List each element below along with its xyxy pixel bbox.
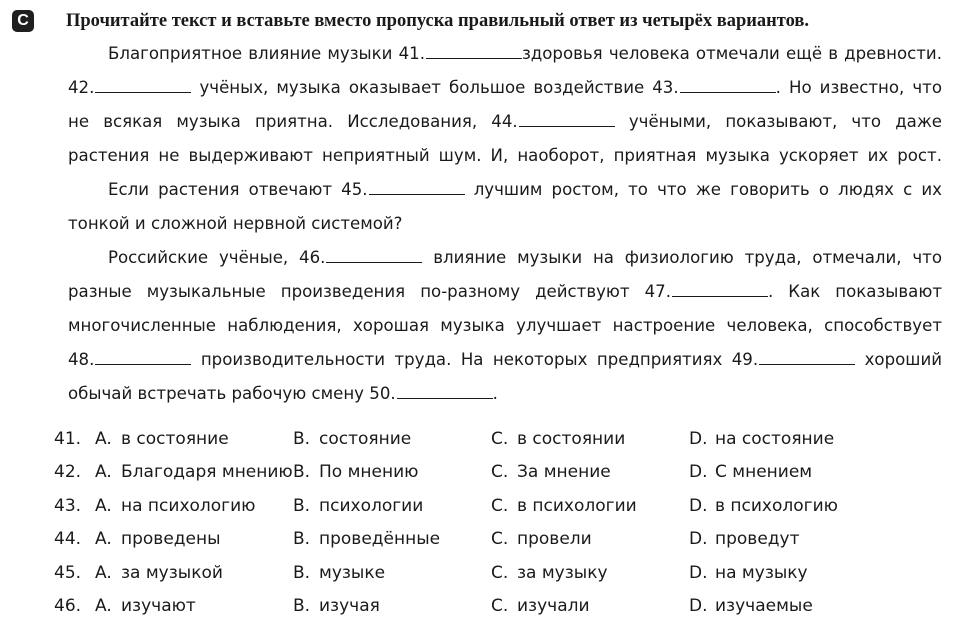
option-letter: D. (689, 529, 708, 550)
option-letter: B. (293, 495, 311, 516)
passage-text-fragment: лучшим ростом, то что же говорить о людях с их (464, 180, 942, 199)
option-letter: C. (491, 462, 509, 483)
option-letter: A. (95, 529, 112, 550)
passage-line (68, 37, 942, 71)
option-text: на состояние (715, 428, 835, 449)
answer-option (293, 462, 489, 482)
answer-option (689, 429, 889, 449)
passage-text-fragment: влияние музыки на физиологию труда, отмечали, что (422, 248, 942, 267)
passage-text-fragment: учёными, показывают, что даже (614, 112, 942, 131)
question-number: 46. (54, 596, 82, 617)
answer-blank (95, 76, 191, 93)
question-number: 44. (54, 529, 82, 550)
section-badge: C (12, 10, 34, 32)
option-letter: D. (689, 596, 708, 617)
option-letter: C. (491, 495, 509, 516)
answer-option (293, 529, 489, 549)
passage-text-fragment: обычай встречать рабочую смену 50. (68, 384, 396, 403)
question-number: 41. (54, 428, 82, 449)
answer-option (491, 596, 687, 616)
passage-line (68, 275, 942, 309)
option-letter: C. (491, 428, 509, 449)
option-text: С мнением (715, 462, 813, 483)
question-options-row (54, 523, 954, 557)
passage-text-fragment: разные музыкальные произведения по-разному действуют 47. (68, 282, 671, 301)
answer-option (689, 596, 889, 616)
answer-option (95, 563, 291, 583)
answer-blank (326, 246, 422, 263)
passage-text-fragment: не всякая музыка приятна. Исследования, 44. (68, 112, 518, 131)
option-text: на психологию (121, 495, 256, 516)
option-text: музыке (319, 562, 386, 583)
option-text: в состояние (121, 428, 229, 449)
passage-text-fragment: Благоприятное влияние музыки 41. (108, 44, 425, 63)
option-text: По мнению (319, 462, 419, 483)
passage-text-fragment: . (492, 384, 498, 403)
answer-blank (672, 280, 768, 297)
question-options-row (54, 422, 954, 456)
question-number: 45. (54, 562, 82, 583)
passage-text-fragment: многочисленные наблюдения, хорошая музыка улучшает настроение человека, способствует (68, 316, 942, 335)
passage-line (68, 105, 942, 139)
option-text: за музыку (517, 562, 608, 583)
option-text: в психологии (517, 495, 637, 516)
option-text: состояние (319, 428, 412, 449)
answer-option (491, 496, 687, 516)
option-text: проведут (715, 529, 800, 550)
passage-text (68, 37, 942, 411)
answer-option (293, 596, 489, 616)
answer-option (95, 596, 291, 616)
passage-line (68, 71, 942, 105)
answer-option (491, 429, 687, 449)
passage-text-fragment: 48. (68, 350, 95, 369)
option-text: изучают (121, 596, 196, 617)
answer-option (95, 429, 291, 449)
passage-text-fragment: здоровья человека отмечали ещё в древности. (521, 44, 942, 63)
answer-blank (519, 110, 615, 127)
answer-blank (369, 178, 465, 195)
option-letter: B. (293, 596, 311, 617)
passage-line (68, 309, 942, 343)
answer-blank (397, 382, 493, 399)
option-letter: B. (293, 462, 311, 483)
passage-text-fragment: . Как показывают (767, 282, 942, 301)
option-text: проведённые (319, 529, 441, 550)
question-number: 42. (54, 462, 82, 483)
passage-line (68, 207, 942, 241)
answer-option (95, 462, 291, 482)
answer-option (689, 462, 889, 482)
option-letter: A. (95, 562, 112, 583)
answer-option (689, 529, 889, 549)
question-options-row (54, 489, 954, 523)
answer-blank (426, 42, 522, 59)
question-number: 43. (54, 495, 82, 516)
answer-option (491, 529, 687, 549)
option-text: проведены (121, 529, 221, 550)
option-text: Благодаря мнению (121, 462, 293, 483)
option-text: психологии (319, 495, 424, 516)
answer-option (491, 563, 687, 583)
option-text: изучаемые (715, 596, 813, 617)
passage-line (68, 241, 942, 275)
option-text: в состоянии (517, 428, 626, 449)
answer-option (95, 529, 291, 549)
option-letter: B. (293, 562, 311, 583)
option-text: за музыкой (121, 562, 223, 583)
passage-line (68, 377, 942, 411)
option-letter: D. (689, 462, 708, 483)
option-text: провели (517, 529, 592, 550)
option-letter: A. (95, 596, 112, 617)
option-letter: A. (95, 428, 112, 449)
passage-text-fragment: 42. (68, 78, 95, 97)
passage-text-fragment: Российские учёные, 46. (108, 248, 326, 267)
option-text: изучали (517, 596, 590, 617)
answer-option (95, 496, 291, 516)
option-text: на музыку (715, 562, 808, 583)
passage-text-fragment: Если растения отвечают 45. (108, 180, 368, 199)
answer-options-list (54, 422, 954, 623)
option-text: За мнение (517, 462, 611, 483)
answer-option (689, 496, 889, 516)
answer-blank (759, 348, 855, 365)
option-letter: D. (689, 495, 708, 516)
answer-option (293, 429, 489, 449)
passage-line (68, 173, 942, 207)
question-options-row (54, 456, 954, 490)
option-text: изучая (319, 596, 380, 617)
instruction-heading: Прочитайте текст и вставьте вместо пропуска правильный ответ из четырёх вариантов. (66, 10, 810, 31)
option-letter: A. (95, 462, 112, 483)
passage-text-fragment: хороший (855, 350, 943, 369)
question-options-row (54, 556, 954, 590)
passage-line (68, 343, 942, 377)
answer-blank (95, 348, 191, 365)
option-letter: C. (491, 562, 509, 583)
question-options-row (54, 590, 954, 624)
passage-line (68, 139, 942, 173)
option-letter: B. (293, 428, 311, 449)
option-letter: C. (491, 529, 509, 550)
exercise-header (12, 6, 955, 36)
option-letter: B. (293, 529, 311, 550)
answer-option (293, 496, 489, 516)
passage-text-fragment: тонкой и сложной нервной системой? (68, 214, 403, 233)
passage-text-fragment: учёных, музыка оказывает большое воздействие 43. (191, 78, 679, 97)
option-letter: A. (95, 495, 112, 516)
passage-text-fragment: производительности труда. На некоторых предприятиях 49. (191, 350, 759, 369)
answer-option (491, 462, 687, 482)
option-text: в психологию (715, 495, 838, 516)
answer-option (293, 563, 489, 583)
option-letter: D. (689, 562, 708, 583)
option-letter: D. (689, 428, 708, 449)
answer-blank (680, 76, 776, 93)
passage-text-fragment: . Но известно, что (775, 78, 942, 97)
answer-option (689, 563, 889, 583)
passage-text-fragment: растения не выдерживают неприятный шум. И, наоборот, приятная музыка ускоряет их рост. (68, 146, 942, 165)
option-letter: C. (491, 596, 509, 617)
